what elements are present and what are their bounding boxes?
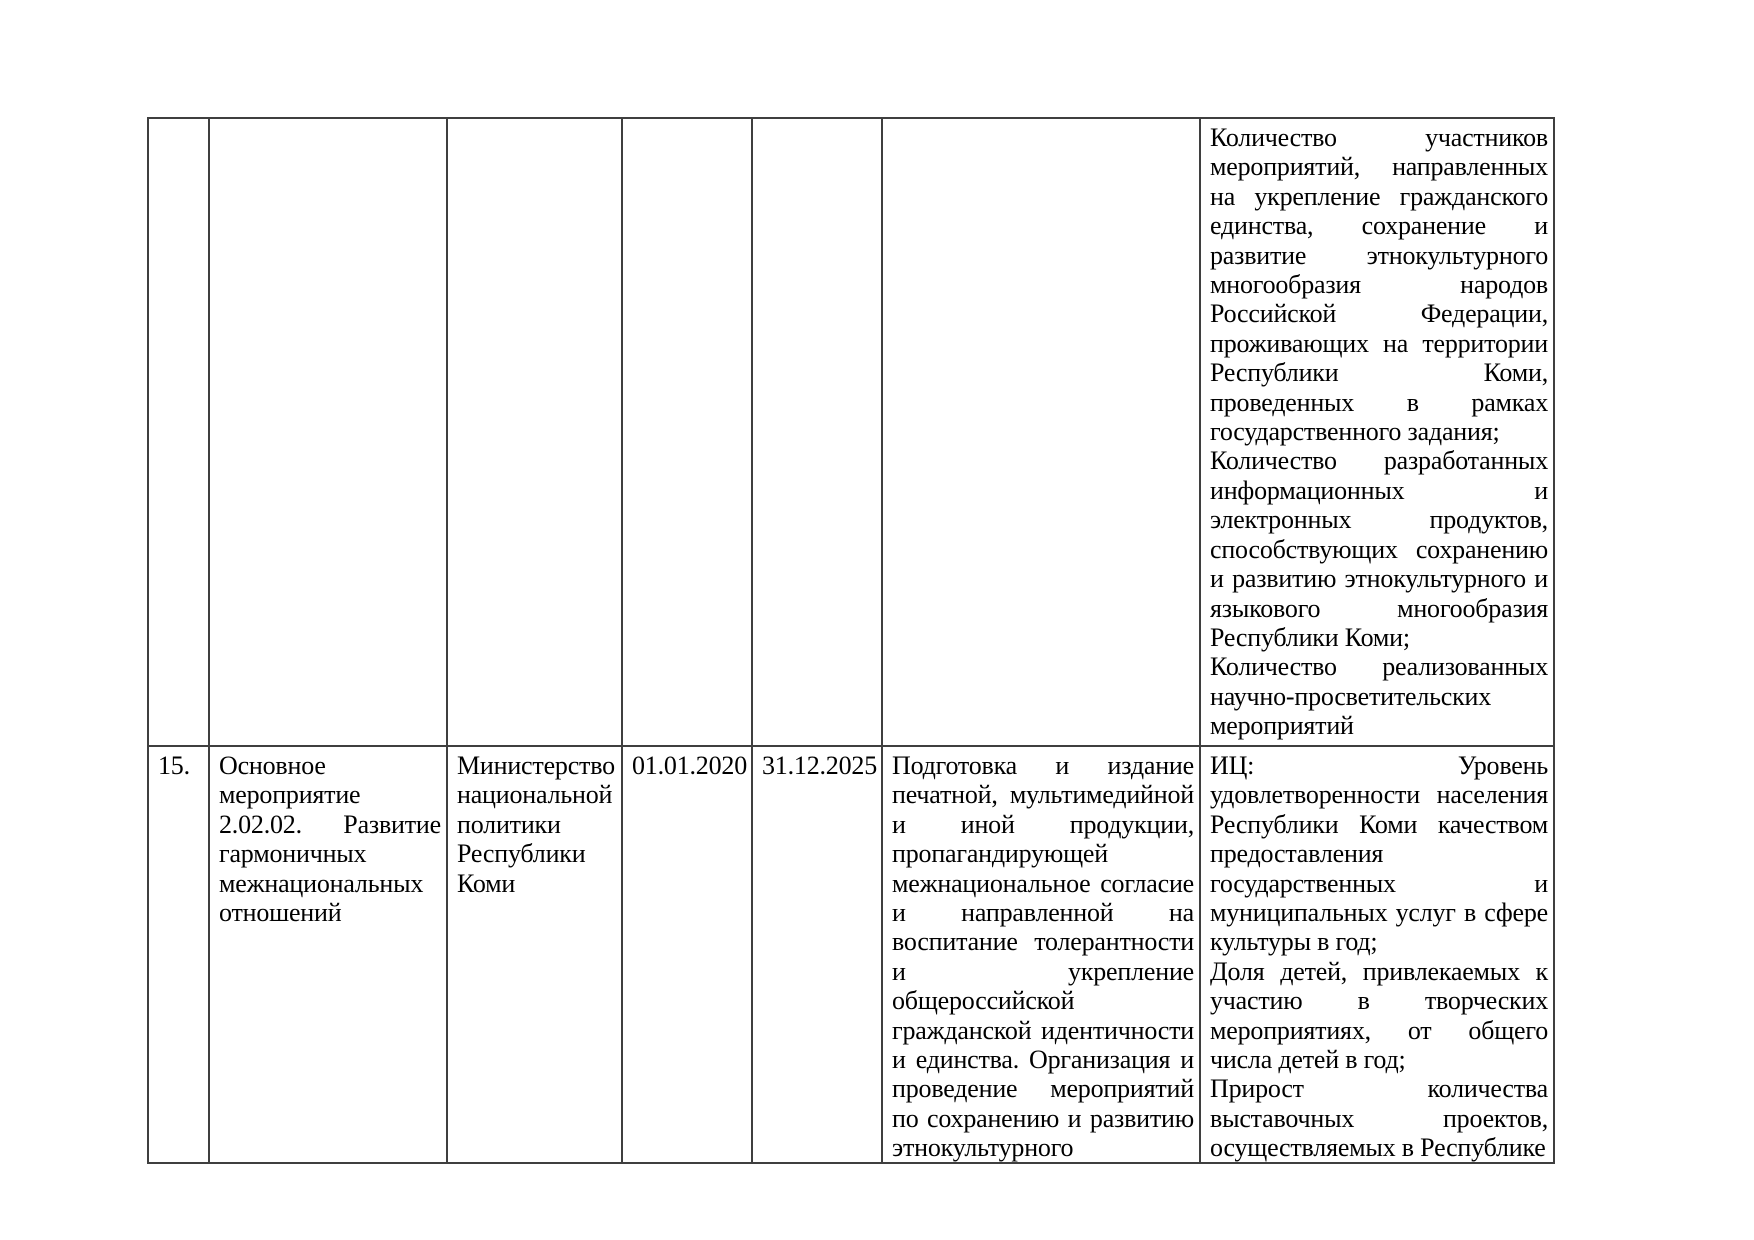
measure-name-cell-empty	[209, 118, 447, 746]
start-date-cell-empty	[622, 118, 752, 746]
indicator-paragraph: Количество разработанных информационных и электронных продуктов, способствующих сохранению и развитию этнокультурного и языкового многообразия Республики Коми;	[1210, 446, 1548, 652]
table-row-continuation	[148, 118, 1554, 746]
indicators-cell	[1200, 746, 1554, 1163]
program-measures-table	[147, 117, 1555, 1164]
indicator-paragraph: Прирост количества выставочных проектов, осуществляемых в Республике	[1210, 1074, 1548, 1162]
end-date: 31.12.2025	[762, 751, 878, 780]
indicators-cell	[1200, 118, 1554, 746]
table-row-15	[148, 746, 1554, 1163]
end-date-cell	[752, 746, 882, 1163]
description-cell-empty	[882, 118, 1200, 746]
measure-name: Основное мероприятие 2.02.02. Развитие гармоничных межнациональных отношений	[219, 751, 441, 928]
indicator-paragraph: Количество реализованных научно-просветительских мероприятий	[1210, 652, 1548, 741]
end-date-cell-empty	[752, 118, 882, 746]
row-number-cell-empty	[148, 118, 209, 746]
indicator-paragraph: Доля детей, привлекаемых к участию в творческих мероприятиях, от общего числа детей в год;	[1210, 956, 1548, 1075]
row-number: 15.	[158, 751, 190, 780]
start-date-cell	[622, 746, 752, 1163]
start-date: 01.01.2020	[632, 751, 748, 780]
row-number-cell	[148, 746, 209, 1163]
executor-name: Министерство национальной политики Республики Коми	[457, 751, 615, 898]
description-cell	[882, 746, 1200, 1163]
measure-name-cell	[209, 746, 447, 1163]
indicator-paragraph: ИЦ: Уровень удовлетворенности населения Республики Коми качеством предоставления государственных и муниципальных услуг в сфере культуры в год;	[1210, 751, 1548, 957]
executor-cell	[447, 746, 622, 1163]
indicator-paragraph: Количество участников мероприятий, направленных на укрепление гражданского единства, сохранение и развитие этнокультурного многообразия народов Российской Федерации, проживающих на территории Республики Коми, проведенных в рамках государственного задания;	[1210, 123, 1548, 447]
executor-cell-empty	[447, 118, 622, 746]
measure-description: Подготовка и издание печатной, мультимедийной и иной продукции, пропагандирующей межнациональное согласие и направленной на воспитание толерантности и укрепление общероссийской гражданской идентичности и единства. Организация и проведение мероприятий по сохранению и развитию этнокультурного	[892, 751, 1194, 1162]
